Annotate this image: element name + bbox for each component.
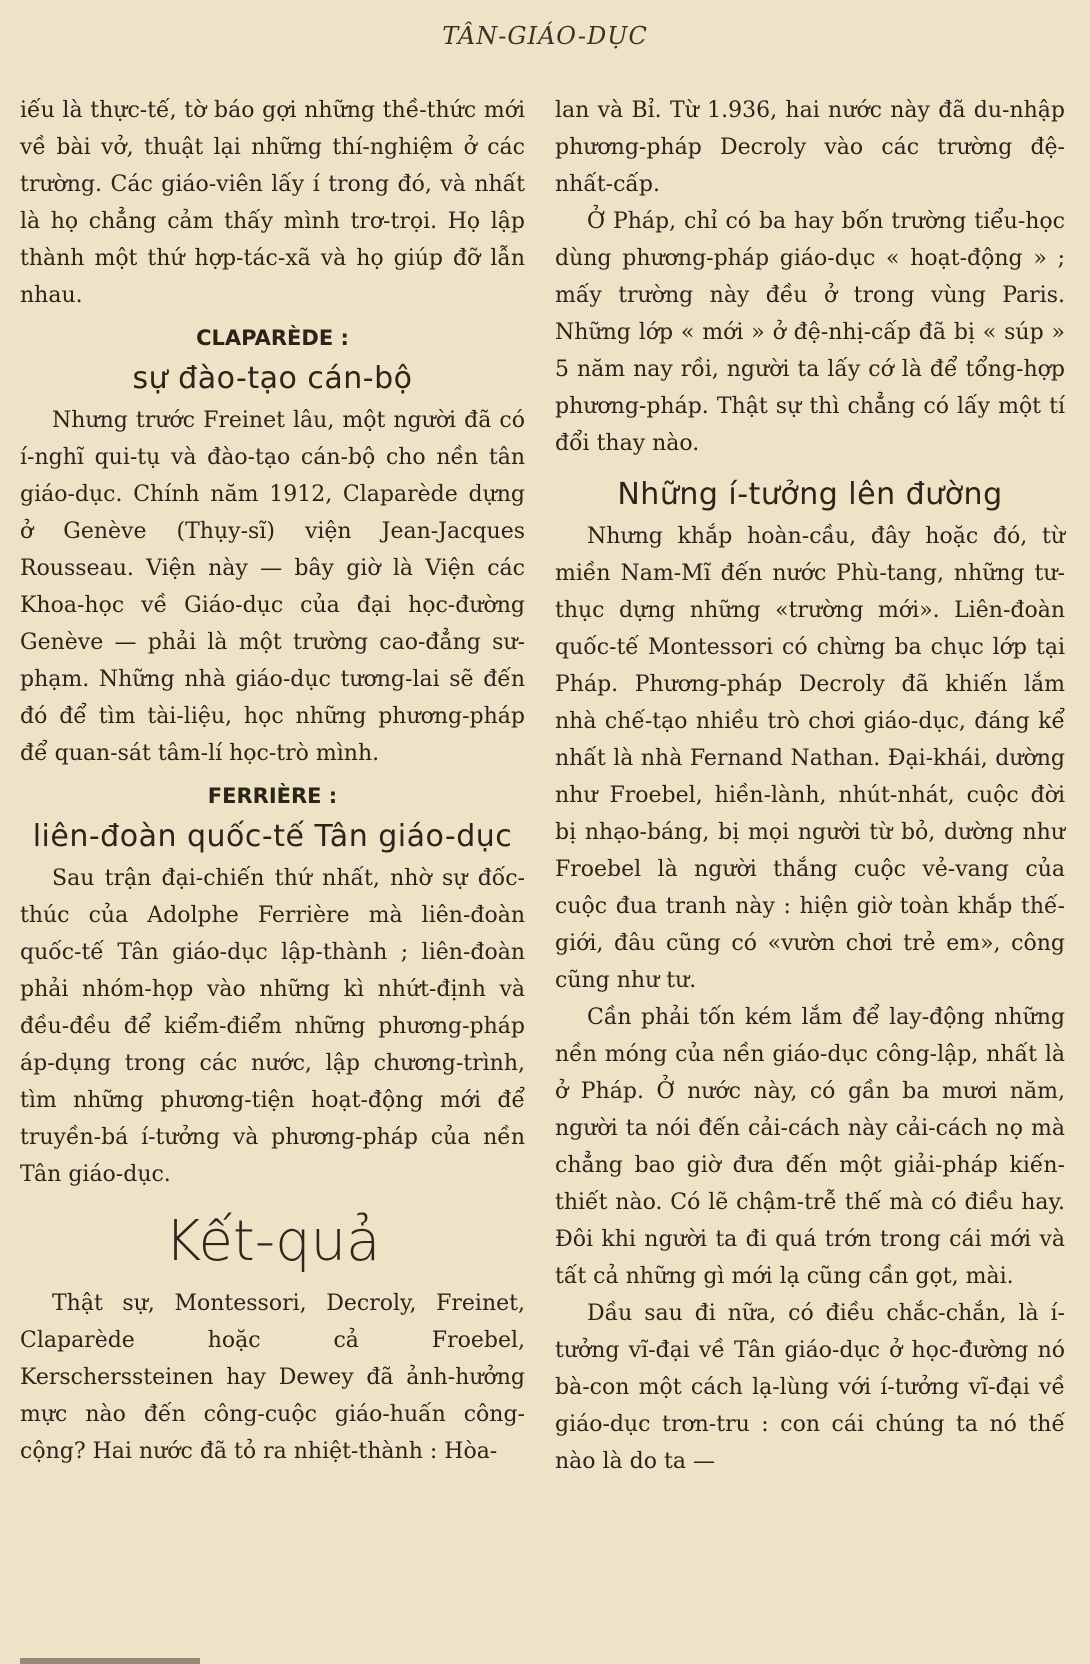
- claparede-paragraph: Nhưng trước Freinet lâu, một người đã có í-nghĩ qui-tụ và đào-tạo cán-bộ cho nền tân giáo-dục. Chính năm 1912, Claparède dựng ở Genève (Thụy-sĩ) viện Jean-Jacques Rousseau. Viện này — bây giờ là Viện các Khoa-học về Giáo-dục của đại học-đường Genève — phải là một trường cao-đẳng sư-phạm. Những nhà giáo-dục tương-lai sẽ đến đó để tìm tài-liệu, học những phương-pháp để quan-sát tâm-lí học-trò mình.: [20, 408, 525, 766]
- section-title-ferriere: liên-đoàn quốc-tế Tân giáo-dục: [32, 819, 513, 854]
- right-intro-paragraph: lan và Bỉ. Từ 1.936, hai nước này đã du-nhập phương-pháp Decroly vào các trường đệ-nhất-cấp.: [555, 98, 1065, 197]
- left-column: [20, 92, 525, 1470]
- ferriere-paragraph: Sau trận đại-chiến thứ nhất, nhờ sự đốc-thúc của Adolphe Ferrière mà liên-đoàn quốc-tế Tân giáo-dục lập-thành ; liên-đoàn phải nhóm-họp vào những kì nhứt-định và đều-đều để kiểm-điểm những phương-pháp áp-dụng trong các nước, lập chương-trình, tìm những phương-tiện hoạt-động mới để truyền-bá í-tưởng và phương-pháp của nền Tân giáo-dục.: [20, 866, 525, 1187]
- section-title-claparede: sự đào-tạo cán-bộ: [132, 361, 413, 396]
- section-title-ideas-on-the-road: Những í-tưởng lên đường: [617, 477, 1003, 512]
- ideas-paragraph-1: Nhưng khắp hoàn-cầu, đây hoặc đó, từ miền Nam-Mĩ đến nước Phù-tang, những tư-thục dựng những «trường mới». Liên-đoàn quốc-tế Montessori có chừng ba chục lớp tại Pháp. Phương-pháp Decroly đã khiến lắm nhà chế-tạo nhiều trò chơi giáo-dục, đáng kể nhất là nhà Fernand Nathan. Đại-khái, dường như Froebel, hiền-lành, nhút-nhát, cuộc đời bị nhạo-báng, bị mọi người từ bỏ, dường như Froebel là người thắng cuộc vẻ-vang của cuộc đua tranh này : hiện giờ toàn khắp thế-giới, đâu cũng có «vườn chơi trẻ em», công cũng như tư.: [555, 524, 1065, 993]
- left-intro-paragraph: iếu là thực-tế, tờ báo gợi những thề-thức mới về bài vở, thuật lại những thí-nghiệm ở các trường. Các giáo-viên lấy í trong đó, và nhất là họ chẳng cảm thấy mình trơ-trọi. Họ lập thành một thứ hợp-tác-xã và họ giúp đỡ lẫn nhau.: [20, 98, 525, 308]
- ideas-paragraph-2: Cần phải tốn kém lắm để lay-động những nền móng của nền giáo-dục công-lập, nhất là ở Pháp. Ở nước này, có gần ba mươi năm, người ta nói đến cải-cách này cải-cách nọ mà chẳng bao giờ đưa đến một giải-pháp kiến-thiết nào. Có lẽ chậm-trễ thế mà có điều hay. Đôi khi người ta đi quá trớn trong cái mới và tất cả những gì mới lạ cũng cần gọt, mài.: [555, 1005, 1065, 1289]
- section-label-ferriere: FERRIÈRE :: [207, 784, 338, 808]
- ket-qua-paragraph: Thật sự, Montessori, Decroly, Freinet, Claparède hoặc cả Froebel, Kerscherssteinen hay Dewey đã ảnh-hưởng mực nào đến công-cuộc giáo-huấn công-cộng? Hai nước đã tỏ ra nhiệt-thành : Hòa-: [20, 1291, 525, 1464]
- ideas-paragraph-3: Dầu sau đi nữa, có điều chắc-chắn, là í-tưởng vĩ-đại về Tân giáo-dục ở học-đường nó bà-con một cách lạ-lùng với í-tưởng vĩ-đại về giáo-dục trơn-tru : con cái chúng ta nó thế nào là do ta —: [555, 1301, 1065, 1474]
- running-header: TÂN-GIÁO-DỤC: [442, 22, 648, 50]
- france-schools-paragraph: Ở Pháp, chỉ có ba hay bốn trường tiểu-học dùng phương-pháp giáo-dục « hoạt-động » ; mấy trường này đều ở trong vùng Paris. Những lớp « mới » ở đệ-nhị-cấp đã bị « súp » 5 năm nay rồi, người ta lấy cớ là để tổng-hợp phương-pháp. Thật sự thì chẳng có lấy một tí đổi thay nào.: [555, 209, 1065, 456]
- section-title-ket-qua: Kết-quả: [164, 1209, 381, 1274]
- section-label-claparede: CLAPARÈDE :: [196, 326, 349, 350]
- right-column: [555, 92, 1065, 1480]
- cut-off-text-fragment: [20, 1650, 220, 1664]
